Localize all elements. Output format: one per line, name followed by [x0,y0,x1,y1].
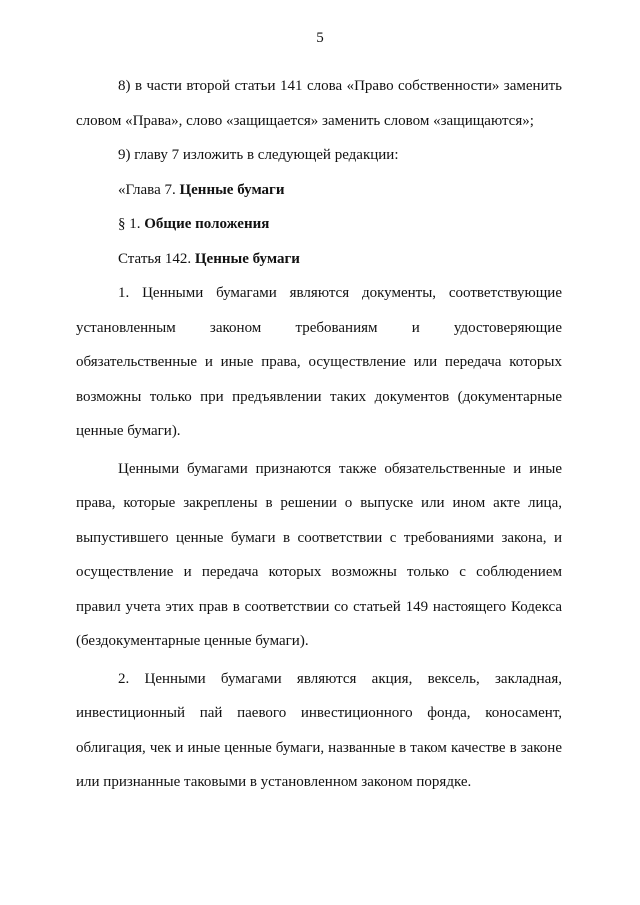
paragraph-item-8: 8) в части второй статьи 141 слова «Право собственности» заменить словом «Права», слово «защищается» заменить словом «защищаются»; [76,78,562,129]
document-body [76,69,562,800]
section-heading-title: Общие положения [144,216,270,232]
chapter-heading [76,173,562,208]
article-heading-title: Ценные бумаги [194,250,300,267]
article-heading-prefix: Статья 142. [118,250,195,267]
article-clause-1: 1. Ценными бумагами являются документы, соответствующие установленным законом требованиям и удостоверяющие обязательственные и иные права, осуществление или передача которых возможны только при предъявлении таких документов (документарные ценные бумаги). [76,285,562,439]
paragraph-item-9: 9) главу 7 изложить в следующей редакции: [118,147,399,163]
chapter-heading-prefix: «Глава 7. [118,181,180,198]
chapter-heading-title: Ценные бумаги [179,181,285,198]
section-heading-prefix: § 1. [118,216,145,232]
article-clause-2: 2. Ценными бумагами являются акция, вексель, закладная, инвестиционный пай паевого инвестиционного фонда, коносамент, облигация, чек и иные ценные бумаги, названные в таком качестве в законе или признанные таковыми в установленном законом порядке. [76,670,562,790]
article-clause-1-continued: Ценными бумагами признаются также обязательственные и иные права, которые закреплены в решении о выпуске или ином акте лица, выпустившего ценные бумаги в соответствии с требованиями закона, и осуществление и передача которых возможны только с соблюдением правил учета этих прав в соответствии со статьей 149 настоящего Кодекса (бездокументарные ценные бумаги). [76,460,562,649]
section-heading [76,207,562,242]
article-heading [76,242,562,277]
page-number: 5 [316,30,324,46]
